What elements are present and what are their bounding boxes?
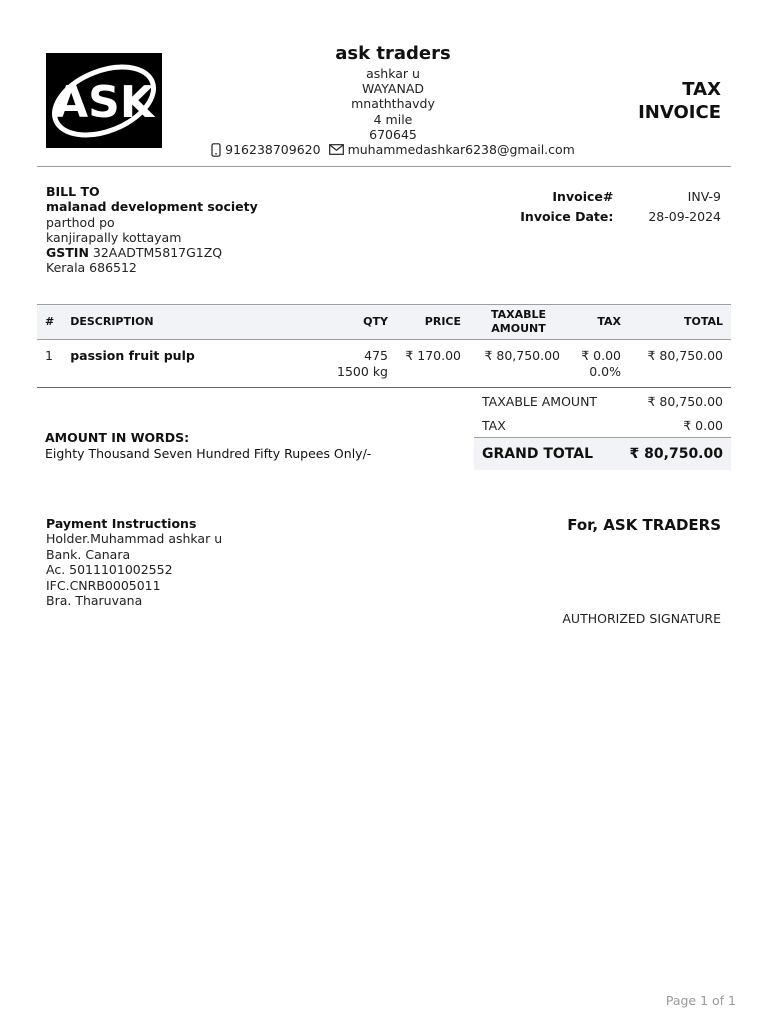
col-index-header: # (37, 305, 62, 340)
grand-total-row (474, 437, 731, 470)
page-number: Page 1 of 1 (665, 993, 736, 1008)
phone-icon (211, 143, 221, 157)
payment-line: Bank. Canara (46, 546, 131, 562)
invoice-number: INV-9 (687, 189, 721, 204)
company-logo (46, 53, 162, 148)
bill-to-line: parthod po (46, 214, 115, 230)
tax-row (474, 413, 731, 437)
item-taxable: ₹ 80,750.00 (469, 340, 568, 388)
items-header-row (37, 305, 731, 340)
for-company: For, ASK TRADERS (567, 516, 721, 534)
payment-label: Payment Instructions (46, 516, 197, 531)
bill-to-line: kanjirapally kottayam (46, 229, 182, 245)
items-table (37, 304, 731, 388)
payment-line: IFC.CNRB0005011 (46, 577, 161, 593)
item-tax-value: ₹ 0.00 (581, 348, 621, 363)
item-tax (568, 340, 629, 388)
table-row (37, 340, 731, 388)
bill-to-block (46, 184, 258, 276)
document-title-line: INVOICE (638, 102, 721, 123)
company-address-line: 4 mile (373, 111, 413, 127)
tax-label: TAX (482, 417, 506, 433)
item-total: ₹ 80,750.00 (629, 340, 731, 388)
item-qty (320, 340, 396, 388)
envelope-icon (329, 144, 344, 155)
amount-in-words-label: AMOUNT IN WORDS: (45, 430, 190, 445)
invoice-date: 28-09-2024 (648, 209, 721, 224)
company-address-line: 670645 (369, 126, 417, 142)
company-name: ask traders (335, 43, 451, 64)
item-description: passion fruit pulp (62, 340, 320, 388)
invoice-date-label: Invoice Date: (520, 209, 614, 224)
payment-line: Bra. Tharuvana (46, 593, 143, 609)
gstin-value: 32AADTM5817G1ZQ (92, 245, 223, 261)
company-email[interactable]: muhammedashkar6238@gmail.com (347, 142, 575, 158)
totals-block (474, 389, 731, 470)
header-divider (37, 166, 731, 167)
col-price-header: PRICE (396, 305, 469, 340)
company-contact (200, 142, 586, 157)
payment-instructions (46, 516, 222, 608)
item-index: 1 (37, 340, 62, 388)
col-qty-header: QTY (320, 305, 396, 340)
item-tax-rate: 0.0% (589, 364, 621, 379)
tax-value: ₹ 0.00 (683, 417, 723, 433)
bill-to-label: BILL TO (46, 184, 100, 199)
col-tax-header: TAX (568, 305, 629, 340)
authorized-signature: AUTHORIZED SIGNATURE (562, 611, 721, 626)
col-total-header: TOTAL (629, 305, 731, 340)
amount-in-words-text: Eighty Thousand Seven Hundred Fifty Rupees Only/- (45, 446, 372, 461)
gstin-label: GSTIN (46, 245, 89, 261)
invoice-date-row (520, 209, 721, 229)
payment-line: Ac. 5011101002552 (46, 562, 173, 578)
grand-total-label: GRAND TOTAL (482, 446, 593, 462)
amount-in-words (45, 430, 371, 462)
col-taxable-header-line: TAXABLE (490, 308, 547, 321)
invoice-number-row (520, 189, 721, 209)
grand-total-value: ₹ 80,750.00 (629, 446, 723, 462)
bill-to-state: Kerala 686512 (46, 260, 137, 276)
item-price: ₹ 170.00 (396, 340, 469, 388)
company-phone: 916238709620 (225, 142, 321, 158)
taxable-amount-label: TAXABLE AMOUNT (482, 393, 598, 409)
bill-to-name: malanad development society (46, 199, 258, 215)
company-header (200, 42, 586, 157)
item-qty-unit: 1500 kg (337, 364, 388, 379)
company-address-line: ashkar u (366, 66, 420, 81)
payment-line: Holder.Muhammad ashkar u (46, 531, 223, 547)
col-taxable-header (469, 305, 568, 340)
col-description-header: DESCRIPTION (62, 305, 320, 340)
bill-to-gstin (46, 245, 258, 260)
taxable-amount-value: ₹ 80,750.00 (647, 393, 723, 409)
invoice-number-label: Invoice# (552, 189, 614, 204)
company-address-line: mnaththavdy (351, 96, 435, 112)
logo-text: ASK (54, 77, 154, 128)
document-title (638, 78, 721, 124)
taxable-amount-row (474, 389, 731, 413)
col-taxable-header-line: AMOUNT (491, 322, 546, 335)
company-address-line: WAYANAD (362, 81, 424, 97)
invoice-meta (520, 189, 721, 229)
item-qty-value: 475 (364, 348, 388, 363)
document-title-line: TAX (682, 79, 721, 100)
